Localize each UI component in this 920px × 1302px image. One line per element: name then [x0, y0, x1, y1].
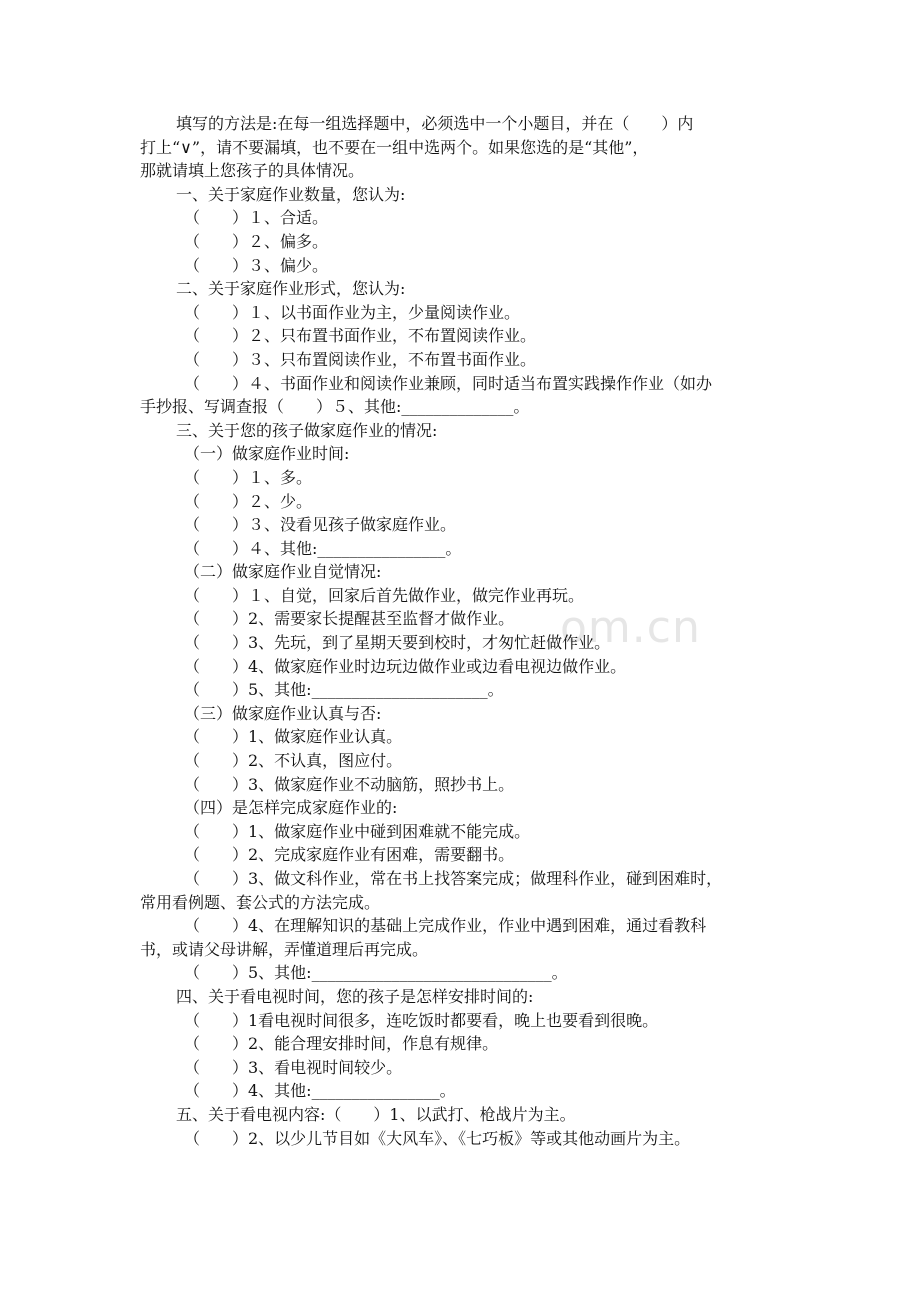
section-4-heading: 四、关于看电视时间，您的孩子是怎样安排时间的:	[176, 986, 534, 1006]
option-line[interactable]: （ ）1看电视时间很多，连吃饭时都要看，晚上也要看到很晚。	[184, 1010, 659, 1030]
instructions-line-3: 那就请填上您孩子的具体情况。	[140, 161, 365, 181]
section-1-heading: 一、关于家庭作业数量，您认为:	[176, 184, 406, 204]
option-line[interactable]: （ ）3、看电视时间较少。	[184, 1057, 403, 1077]
option-line[interactable]: （ ）4、其他:________________。	[184, 1081, 456, 1101]
option-line[interactable]: （ ）２、只布置书面作业，不布置阅读作业。	[184, 326, 537, 346]
option-line-continuation: 常用看例题、套公式的方法完成。	[140, 892, 381, 912]
option-line[interactable]: （ ）3、做文科作业，常在书上找答案完成；做理科作业，碰到困难时，	[184, 869, 723, 888]
option-line[interactable]: （ ）2、不认真，图应付。	[184, 751, 403, 771]
option-line[interactable]: （ ）3、先玩，到了星期天要到校时，才匆忙赶做作业。	[184, 633, 611, 653]
option-line[interactable]: （ ）4、在理解知识的基础上完成作业，作业中遇到困难，通过看教科	[184, 916, 707, 936]
option-line[interactable]: （ ）１、以书面作业为主，少量阅读作业。	[184, 302, 521, 322]
option-line[interactable]: （ ）４、其他:________________。	[184, 538, 462, 558]
watermark: om.cn	[560, 602, 701, 653]
option-line[interactable]: （ ）5、其他:______________________。	[184, 680, 504, 700]
option-line[interactable]: （ ）2、需要家长提醒甚至监督才做作业。	[184, 609, 515, 629]
instructions-line-1: 填写的方法是:在每一组选择题中，必须选中一个小题目，并在（ ）内	[176, 114, 694, 133]
subsection-heading: （三）做家庭作业认真与否:	[184, 703, 382, 723]
option-line[interactable]: （ ）３、只布置阅读作业，不布置书面作业。	[184, 349, 537, 369]
section-3-heading: 三、关于您的孩子做家庭作业的情况:	[176, 420, 438, 440]
option-line[interactable]: （ ）1、做家庭作业认真。	[184, 727, 403, 747]
section-5-heading[interactable]: 五、关于看电视内容:（ ）1、以武打、枪战片为主。	[176, 1104, 576, 1124]
option-line[interactable]: （ ）1、做家庭作业中碰到困难就不能完成。	[184, 821, 531, 841]
option-line[interactable]: （ ）１、自觉，回家后首先做作业，做完作业再玩。	[184, 585, 585, 605]
option-line[interactable]: （ ）2、能合理安排时间，作息有规律。	[184, 1034, 499, 1054]
option-line[interactable]: （ ）１、合适。	[184, 208, 329, 228]
subsection-heading: （二）做家庭作业自觉情况:	[184, 562, 382, 582]
option-line[interactable]: （ ）4、做家庭作业时边玩边做作业或边看电视边做作业。	[184, 656, 627, 676]
option-line[interactable]: （ ）3、做家庭作业不动脑筋，照抄书上。	[184, 774, 515, 794]
option-line[interactable]: （ ）３、偏少。	[184, 255, 329, 275]
option-line[interactable]: （ ）３、没看见孩子做家庭作业。	[184, 515, 457, 535]
subsection-heading: （一）做家庭作业时间:	[184, 444, 350, 464]
option-line[interactable]: （ ）２、偏多。	[184, 231, 329, 251]
option-line[interactable]: （ ）２、少。	[184, 491, 313, 511]
option-line[interactable]: （ ）2、完成家庭作业有困难，需要翻书。	[184, 845, 515, 865]
option-line[interactable]: （ ）１、多。	[184, 467, 313, 487]
option-line[interactable]: （ ）４、书面作业和阅读作业兼顾，同时适当布置实践操作作业（如办	[184, 373, 713, 393]
option-line-continuation: 书，或请父母讲解，弄懂道理后再完成。	[140, 939, 429, 959]
option-line[interactable]: （ ）2、以少儿节目如《大风车》、《七巧板》等或其他动画片为主。	[184, 1128, 691, 1148]
section-2-heading: 二、关于家庭作业形式，您认为:	[176, 279, 406, 299]
option-line[interactable]: （ ）5、其他:______________________________。	[184, 963, 568, 983]
subsection-heading: （四）是怎样完成家庭作业的:	[184, 798, 398, 818]
option-line-continuation[interactable]: 手抄报、写调查报（ ）５、其他:______________。	[140, 397, 530, 417]
instructions-line-2: 打上“∨”，请不要漏填，也不要在一组中选两个。如果您选的是“其他”，	[140, 137, 649, 157]
